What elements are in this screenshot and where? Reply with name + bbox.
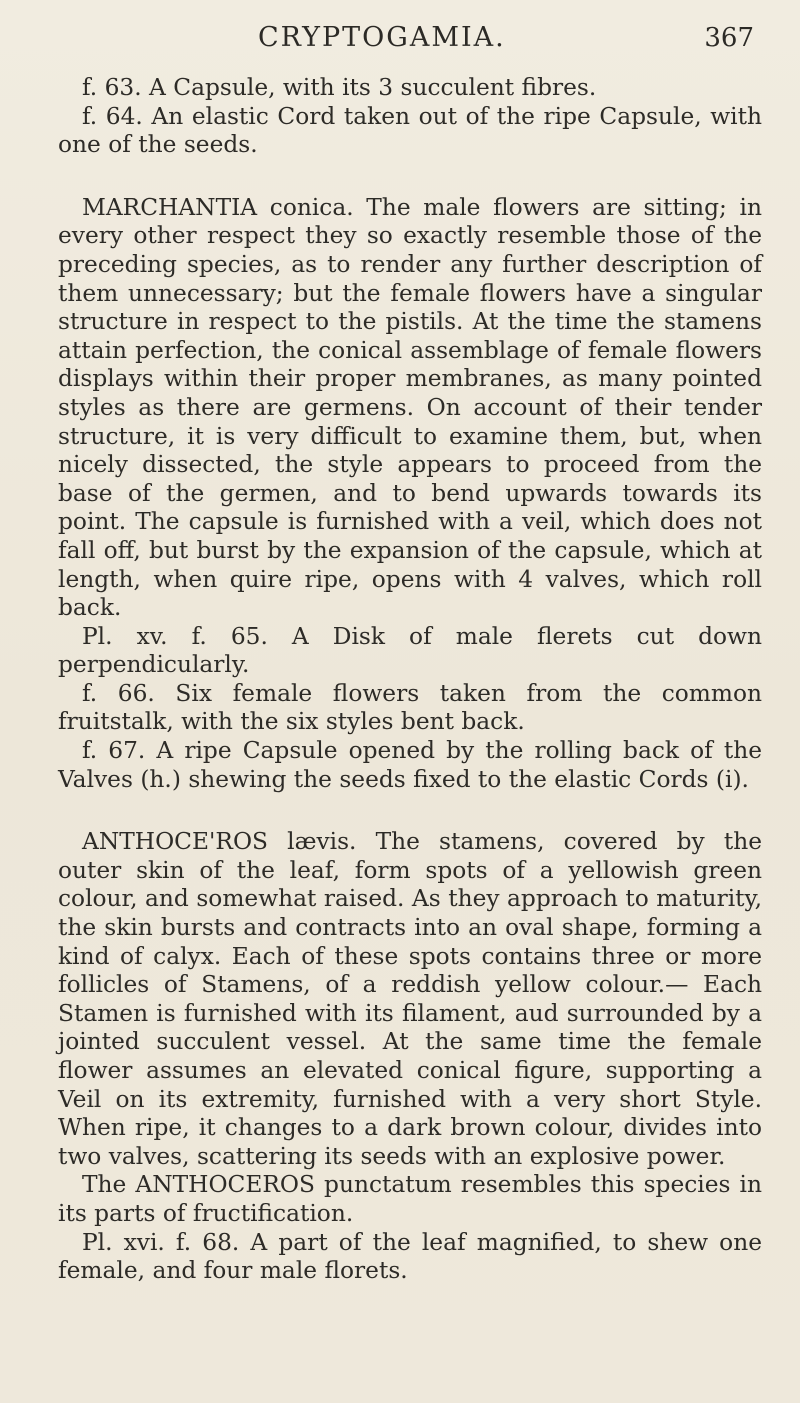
anthoceros-punctatum-paragraph: The ANTHOCEROS punctatum resembles this species in its parts of fructification. <box>58 1171 762 1227</box>
marchantia-conica-paragraph: MARCHANTIA conica. The male flowers are sitting; in every other respect they so exactly resemble those of the preceding species, as to render any further description of them unnecessary; but the female flowers have a singular structure in respect to the pistils. At the time the stamens attain perfection, the conical assemblage of female flowers displays within their proper membranes, as many pointed styles as there are germens. On account of their tender structure, it is very difficult to examine them, but, when nicely dissected, the style appears to proceed from the base of the germen, and to bend upwards towards its point. The capsule is furnished with a veil, which does not fall off, but burst by the expansion of the capsule, which at length, when quire ripe, opens with 4 valves, which roll back. <box>58 193 762 622</box>
figure-caption-66: f. 66. Six female flowers taken from the common fruitstalk, with the six styles bent back. <box>58 679 762 736</box>
figure-caption-68: Pl. xvi. f. 68. A part of the leaf magnified, to shew one female, and four male florets. <box>58 1228 762 1285</box>
figure-caption-65: Pl. xv. f. 65. A Disk of male flerets cut down perpendicularly. <box>58 622 762 679</box>
running-head: CRYPTOGAMIA. <box>258 22 506 53</box>
anthoceros-laevis-paragraph: ANTHOCE'ROS lævis. The stamens, covered by the outer skin of the leaf, form spots of a yellowish green colour, and somewhat raised. As they approach to maturity, the skin bursts and contracts into an oval shape, forming a kind of calyx. Each of these spots contains three or more follicles of Stamens, of a reddish yellow colour.— Each Stamen is furnished with its filament, aud surrounded by a jointed succulent vessel. At the same time the female flower assumes an elevated conical figure, supporting a Veil on its extremity, furnished with a very short Style. When ripe, it changes to a dark brown colour, divides into two valves, scattering its seeds with an explosive power. <box>58 828 762 1170</box>
paragraph-gap <box>58 160 762 194</box>
page-header <box>58 22 762 74</box>
figure-caption-67: f. 67. A ripe Capsule opened by the rolling back of the Valves (h.) shewing the seeds fixed to the elastic Cords (i). <box>58 737 762 793</box>
page-body <box>58 74 762 1286</box>
paragraph-gap <box>58 794 762 828</box>
figure-caption-64: f. 64. An elastic Cord taken out of the ripe Capsule, with one of the seeds. <box>58 102 762 159</box>
page-number: 367 <box>704 23 754 53</box>
figure-caption-63: f. 63. A Capsule, with its 3 succulent fibres. <box>82 74 597 101</box>
